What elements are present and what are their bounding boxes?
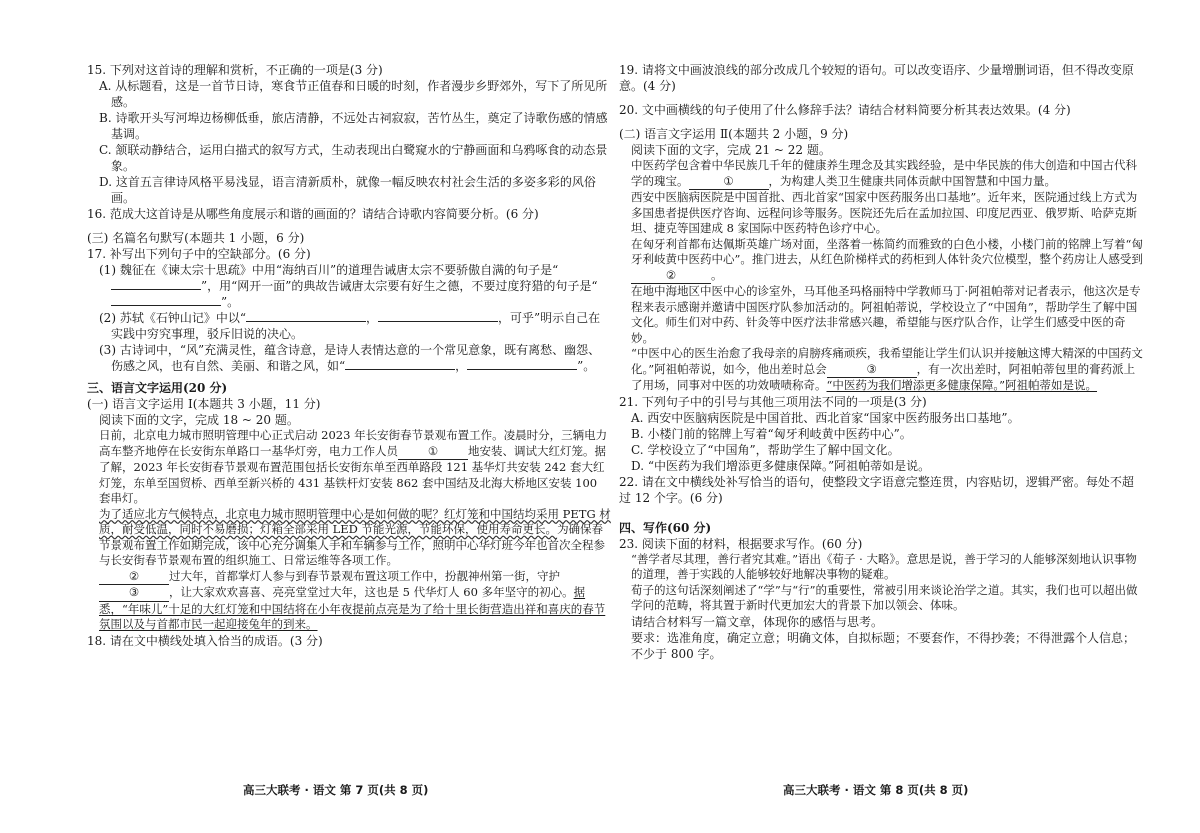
q17-item-2: (2) 苏轼《石钟山记》中以“ ， ，可乎”明示自己在实践中穷究事理，驳斥旧说的决心。 <box>99 311 601 341</box>
underlined-sentence: “中医药为我们增添更多健康保障。”阿祖帕蒂如是说。 <box>826 378 1098 392</box>
q15-option-d: D. 这首五言律诗风格平易浅显，语言清新质朴，就像一幅反映农村社会生活的多姿多彩的风俗画。 <box>99 175 596 205</box>
sub-1-intro: 阅读下面的文字，完成 18 ~ 20 题。 <box>99 413 299 427</box>
q23-para-4: 要求：选准角度，确定立意；明确文体，自拟标题；不要套作，不得抄袭；不得泄露个人信息；不少于 800 字。 <box>631 630 1136 661</box>
q15-option-a: A. 从标题看，这是一首节日诗，寒食节正值春和日暖的时刻，作者漫步乡野郊外，写下了所见所感。 <box>99 79 608 109</box>
q23: 23. 阅读下面的材料，根据要求写作。(60 分) <box>619 536 863 551</box>
q21: 21. 下列句子中的引号与其他三项用法不同的一项是(3 分) <box>619 394 927 409</box>
right-page <box>619 62 1144 822</box>
q17: 17. 补写出下列句子中的空缺部分。(6 分) <box>87 247 311 261</box>
q15-option-c: C. 颔联动静结合，运用白描式的叙写方式，生动表现出白鹭窥水的宁静画面和乌鸦啄食的动态景象。 <box>99 143 608 173</box>
left-page <box>87 62 612 822</box>
wavy-underlined-text: 为了适应北方气候特点，北京电力城市照明管理中心是如何做的呢？红灯笼和中国结均采用 PETG 材质，耐受低温，同时不易磨损；灯箱全部采用 LED 节能光源，节能环保，使用寿命更长。 <box>99 506 611 536</box>
r-passage-para-4: 在地中海地区中医中心的诊室外，马耳他圣玛格丽特中学教师马丁·阿祖帕蒂对记者表示，他这次是专程来表示感谢并邀请中国医疗队参加活动的。阿祖帕蒂说，学校设立了“中国角”，帮助学生了解中国文化。师生们对中药、针灸等中医疗法非常感兴趣，希望能与医疗队合作，让学生们感受中医的奇妙。 <box>631 284 1141 345</box>
q18: 18. 请在文中横线处填入恰当的成语。(3 分) <box>87 633 323 648</box>
q19: 19. 请将文中画波浪线的部分改成几个较短的语句。可以改变语序、少量增删词语，但不得改变原意。(4 分) <box>619 63 1134 93</box>
underlined-sentence: 据悉，“年味儿”十足的大红灯笼和中国结将在小年夜提前点亮是为了给十里长街营造出祥和喜庆的春节氛围以及与首都市民一起迎接兔年的到来。 <box>99 585 606 631</box>
sub-1-title: (一) 语言文字运用 Ⅰ(本题共 3 小题，11 分) <box>87 397 321 411</box>
sub-2-intro: 阅读下面的文字，完成 21 ~ 22 题。 <box>631 143 831 157</box>
footer-right: 高三大联考 · 语文 第 8 页(共 8 页) <box>783 783 969 797</box>
passage-para-1: 日前，北京电力城市照明管理中心正式启动 2023 年长安街春节景观布置工作。凌晨时分，三辆电力高车整齐地停在长安街东单路口一基华灯旁，电力工作人员 ① 地安装、调试大红灯笼。据了解，2023 年长安街春节景观布置范围包括长安街东单至西单路段 121 基华灯共安装 242 套大红灯笼，东单至国贸桥、西单至新兴桥的 431 基铁杆灯安装 862 套中国结及北海大桥地区安装 100 套串灯。 <box>99 428 608 505</box>
q21-option-d: D. “中医药为我们增添更多健康保障。”阿祖帕蒂如是说。 <box>631 458 931 473</box>
q15-option-b: B. 诗歌开头写河埠边杨柳低垂，旅店清静，不远处古祠寂寂，苦竹丛生，奠定了诗歌伤感的情感基调。 <box>99 111 608 141</box>
q21-option-c: C. 学校设立了“中国角”，帮助学生了解中国文化。 <box>631 442 900 457</box>
part-3-title: 三、语言文字运用(20 分) <box>87 381 228 395</box>
q16: 16. 范成大这首诗是从哪些角度展示和谐的画面的？请结合诗歌内容简要分析。(6 分) <box>87 207 539 221</box>
r-passage-para-2: 西安中医脑病医院是中国首批、西北首家“国家中医药服务出口基地”。近年来，医院通过线上方式为多国患者提供医疗咨询、远程问诊等服务。医院还先后在孟加拉国、印度尼西亚、俄罗斯、哈萨克斯坦、捷克等国建成 8 家国际中医药特色诊疗中心。 <box>631 190 1138 235</box>
q20: 20. 文中画横线的句子使用了什么修辞手法？请结合材料简要分析其表达效果。(4 分) <box>619 103 1071 117</box>
sub-2-title: (二) 语言文字运用 Ⅱ(本题共 2 小题，9 分) <box>619 127 849 141</box>
r-passage-para-5: “中医中心的医生治愈了我母亲的肩膀疼痛顽疾，我希望能让学生们认识并接触这博大精深的中国药文化。”阿祖帕蒂说，如今，他出差时总会 ③ ，有一次出差时，阿祖帕蒂包里的膏药派上了用场，同事对中医的功效啧啧称奇。“中医药为我们增添更多健康保障。”阿祖帕蒂如是说。 <box>631 346 1143 392</box>
passage-para-3: ② 过大年，首都掌灯人参与到春节景观布置这项工作中，扮靓神州第一街，守护③ ，让大家欢欢喜喜、亮亮堂堂过大年，这也是 5 代华灯人 60 多年坚守的初心。据悉，“年味儿”十足的大红灯笼和中国结将在小年夜提前点亮是为了给十里长街营造出祥和喜庆的春节氛围以及与首都市民一起迎接兔年的到来。 <box>99 568 606 631</box>
q21-option-a: A. 西安中医脑病医院是中国首批、西北首家“国家中医药服务出口基地”。 <box>631 410 1020 425</box>
footer-left: 高三大联考 · 语文 第 7 页(共 8 页) <box>243 783 429 797</box>
q15-stem: 15. 下列对这首诗的理解和赏析，不正确的一项是(3 分) <box>87 63 383 77</box>
q17-item-3: (3) 古诗词中，“风”充满灵性，蕴含诗意，是诗人表情达意的一个常见意象，既有离愁、幽怨、伤感之风，也有自然、美丽、和谐之风，如“ ， ”。 <box>99 343 601 373</box>
q23-para-3: 请结合材料写一篇文章，体现你的感悟与思考。 <box>631 614 884 629</box>
section-3-title: (三) 名篇名句默写(本题共 1 小题，6 分) <box>87 231 305 245</box>
q23-para-1: “善学者尽其理，善行者究其难。”语出《荀子 · 大略》。意思是说，善于学习的人能够深刻地认识事物的道理，善于实践的人能够较好地解决事物的疑难。 <box>631 551 1137 581</box>
r-passage-para-1: 中医药学包含着中华民族几千年的健康养生理念及其实践经验，是中华民族的伟大创造和中国古代科学的瑰宝。 ① ，为构建人类卫生健康共同体贡献中国智慧和中国力量。 <box>619 158 1144 190</box>
r-passage-para-3: 在匈牙利首都布达佩斯英雄广场对面，坐落着一栋简约而雅致的白色小楼，小楼门前的铭牌上写着“匈牙利岐黄中医药中心”。推门进去，从红色阶梯样式的药柜到人体针灸穴位模型，整个药房让人感受到② 。 <box>619 237 1144 285</box>
q21-option-b: B. 小楼门前的铭牌上写着“匈牙利岐黄中医药中心”。 <box>631 426 912 441</box>
passage-para-2: 为了适应北方气候特点，北京电力城市照明管理中心是如何做的呢？红灯笼和中国结均采用 PETG 材质，耐受低温，同时不易磨损；灯箱全部采用 LED 节能光源，节能环保，使用寿命更长。为确保春节景观布置工作如期完成，该中心充分调集人手和车辆参与工作，照明中心华灯班今年也首次全程参与长安街春节景观布置的组织施工、日常运维等各项工作。 <box>99 506 611 567</box>
q17-item-1: (1) 魏征在《谏太宗十思疏》中用“海纳百川”的道理告诫唐太宗不要骄傲自满的句子是“”，用“网开一面”的典故告诫唐太宗要有好生之德，不要过度狩猎的句子是“”。 <box>99 263 598 309</box>
q23-para-2: 荀子的这句话深刻阐述了“学”与“行”的重要性，常被引用来谈论治学之道。其实，我们也可以超出做学问的范畴，将其置于新时代更加宏大的背景下加以领会、体味。 <box>631 582 1138 612</box>
part-4-title: 四、写作(60 分) <box>619 520 712 535</box>
q22: 22. 请在文中横线处补写恰当的语句，使整段文字语意完整连贯，内容贴切，逻辑严密。每处不超过 12 个字。(6 分) <box>619 474 1134 505</box>
